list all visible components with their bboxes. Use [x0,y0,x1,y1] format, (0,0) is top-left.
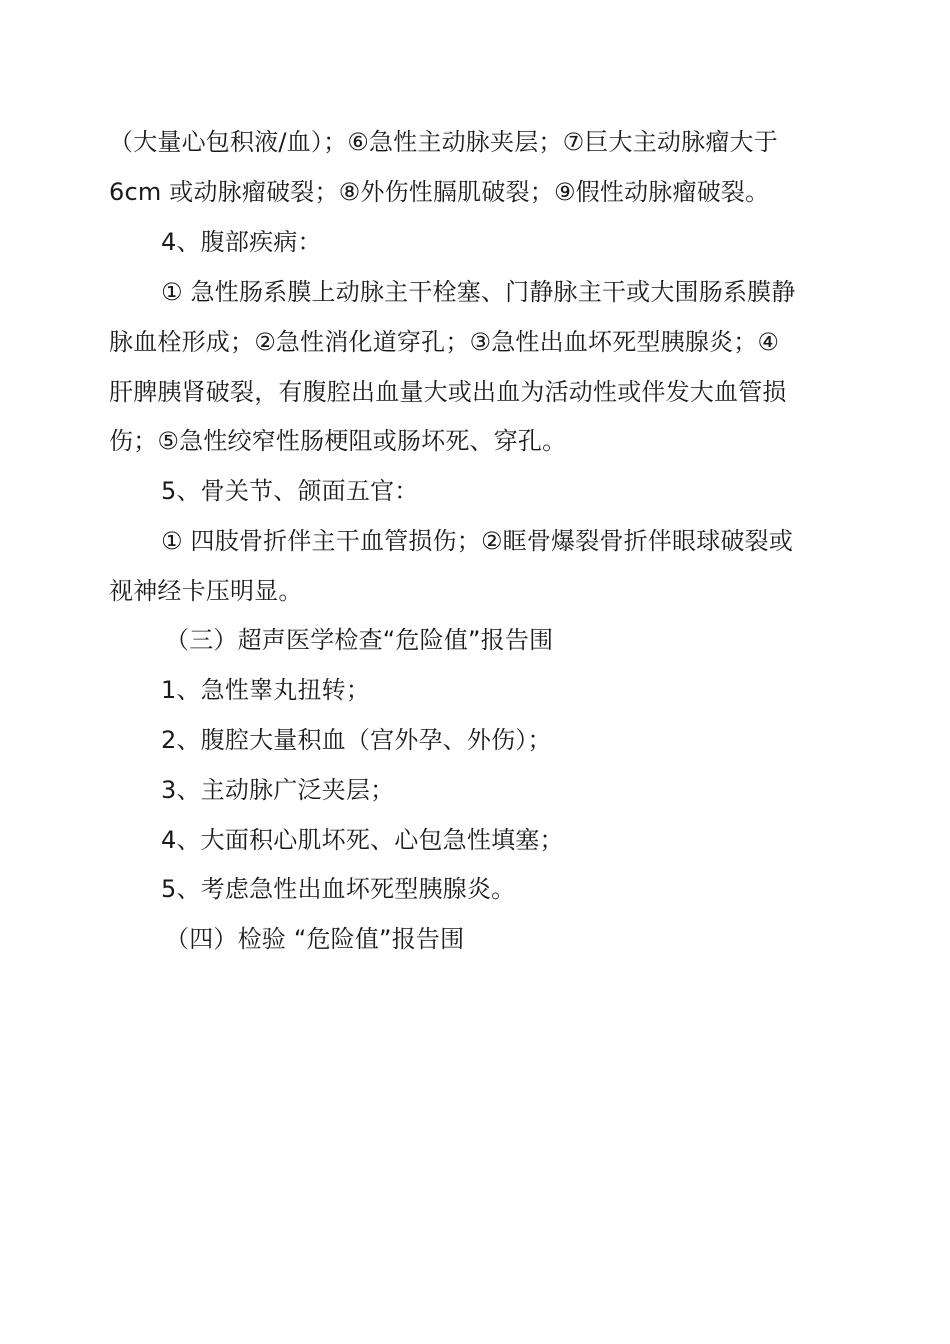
section-heading: （三）超声医学检查“危险值”报告围 [165,626,554,654]
section-heading: 5、骨关节、颌面五官： [161,477,419,505]
list-item: 1、急性睾丸扭转； [161,676,371,704]
paragraph-line: 视神经卡压明显。 [109,577,303,605]
section-heading: 4、腹部疾病： [161,228,322,256]
list-item: 2、腹腔大量积血（宫外孕、外伤）； [161,726,552,754]
section-heading: （四）检验 “危险值”报告围 [165,925,465,953]
paragraph-line: 6cm 或动脉瘤破裂；⑧外伤性膈肌破裂；⑨假性动脉瘤破裂。 [109,178,770,206]
paragraph-line: ① 四肢骨折伴主干血管损伤；②眶骨爆裂骨折伴眼球破裂或 [161,527,794,555]
paragraph-line: 肝脾胰肾破裂，有腹腔出血量大或出血为活动性或伴发大血管损 [109,378,787,406]
paragraph-line: （大量心包积液/血）；⑥急性主动脉夹层；⑦巨大主动脉瘤大于 [109,128,778,156]
paragraph-line: 伤；⑤急性绞窄性肠梗阻或肠坏死、穿孔。 [109,427,567,455]
list-item: 3、主动脉广泛夹层； [161,776,395,804]
list-item: 5、考虑急性出血坏死型胰腺炎。 [161,875,516,903]
paragraph-line: 脉血栓形成；②急性消化道穿孔；③急性出血坏死型胰腺炎；④ [109,328,780,356]
paragraph-line: ① 急性肠系膜上动脉主干栓塞、门静脉主干或大围肠系膜静 [161,278,796,306]
list-item: 4、大面积心肌坏死、心包急性填塞； [161,826,564,854]
